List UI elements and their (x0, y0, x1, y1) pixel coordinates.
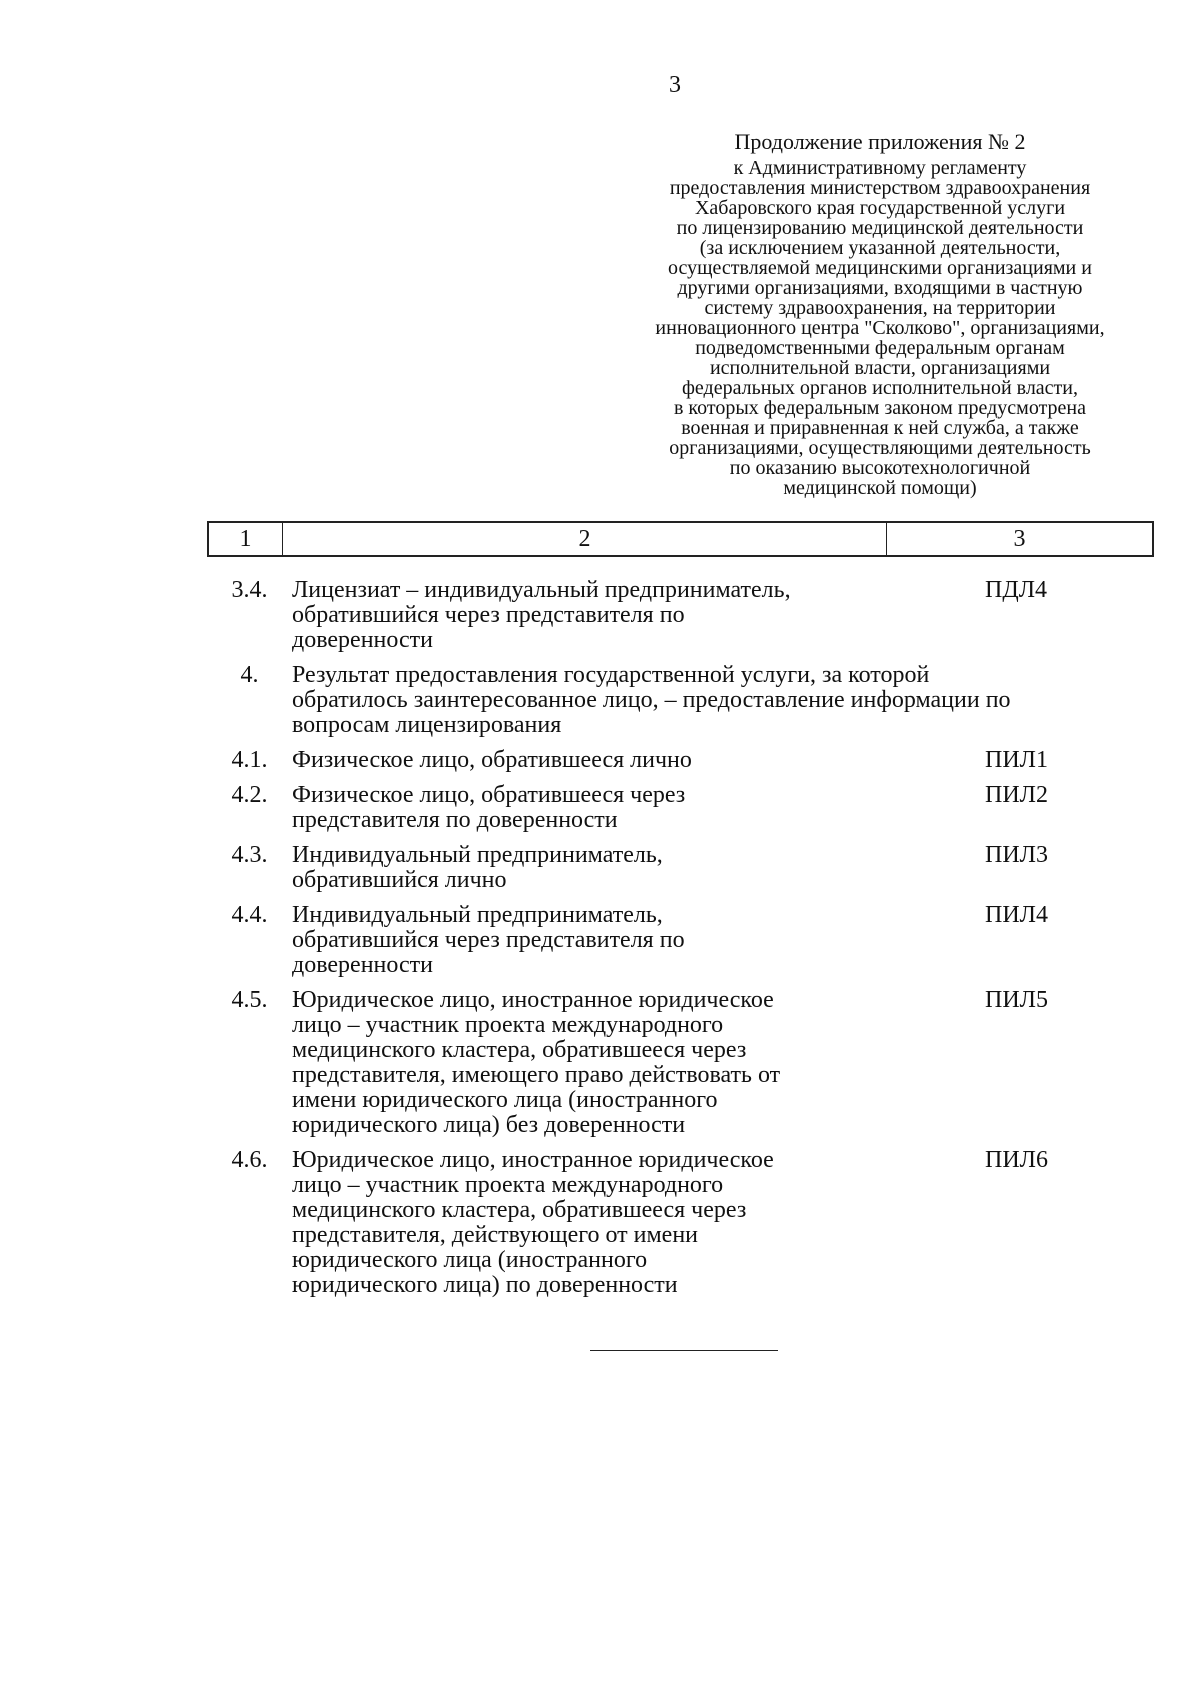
row-description (292, 843, 912, 893)
table-row (207, 663, 1167, 738)
appendix-line: подведомственными федеральным органам (695, 337, 1065, 359)
end-divider (590, 1350, 778, 1351)
row-description-line: лицо – участник проекта международного (292, 1172, 724, 1198)
column-2-number: 2 (283, 523, 887, 555)
row-description-line: представителя, действующего от имени (292, 1222, 699, 1248)
row-description-line: Физическое лицо, обратившееся через (292, 782, 686, 808)
appendix-line: систему здравоохранения, на территории (704, 297, 1056, 319)
table-row (207, 1148, 1167, 1298)
row-description-line: имени юридического лица (иностранного (292, 1087, 718, 1113)
appendix-line: в которых федеральным законом предусмотрена (673, 397, 1087, 419)
row-code: ПИЛ4 (985, 902, 1048, 928)
row-description-line: представителя, имеющего право действовать от (292, 1062, 781, 1088)
appendix-line: по лицензированию медицинской деятельности (676, 217, 1084, 239)
row-number: 4.6. (231, 1147, 268, 1173)
appendix-line: по оказанию высокотехнологичной (729, 457, 1031, 479)
row-description-line: юридического лица (иностранного (292, 1247, 648, 1273)
row-description (292, 578, 912, 653)
appendix-line: предоставления министерством здравоохранения (669, 177, 1091, 199)
row-code: ПДЛ4 (985, 577, 1047, 603)
table-row (207, 783, 1167, 833)
row-number: 4.1. (231, 747, 268, 773)
appendix-line: медицинской помощи) (783, 477, 977, 499)
row-description-line: представителя по доверенности (292, 807, 618, 833)
row-description (292, 783, 912, 833)
row-description-line: Индивидуальный предприниматель, (292, 842, 663, 868)
row-description-line: вопросам лицензирования (292, 712, 562, 738)
row-description-line: Юридическое лицо, иностранное юридическое (292, 987, 774, 1013)
row-description (292, 903, 912, 978)
table-row (207, 843, 1167, 893)
appendix-line: организациями, осуществляющими деятельность (669, 437, 1091, 459)
appendix-line: военная и приравненная к ней служба, а также (681, 417, 1079, 439)
row-number: 4.5. (231, 987, 268, 1013)
row-code: ПИЛ3 (985, 842, 1048, 868)
row-code: ПИЛ6 (985, 1147, 1048, 1173)
row-description-line: юридического лица) по доверенности (292, 1272, 678, 1298)
column-number-header (207, 521, 1154, 557)
row-description-line: медицинского кластера, обратившееся через (292, 1197, 747, 1223)
page-number: 3 (669, 72, 681, 98)
appendix-description (600, 158, 1160, 498)
row-description-line: юридического лица) без доверенности (292, 1112, 686, 1138)
row-description-line: обратившийся через представителя по (292, 927, 685, 953)
table-row (207, 578, 1167, 653)
row-description-line: медицинского кластера, обратившееся через (292, 1037, 747, 1063)
appendix-header (600, 128, 1160, 498)
row-number: 4.3. (231, 842, 268, 868)
table-row (207, 988, 1167, 1138)
row-description-line: Юридическое лицо, иностранное юридическое (292, 1147, 774, 1173)
row-number: 4.2. (231, 782, 268, 808)
row-description-line: Лицензиат – индивидуальный предприниматель, (292, 577, 791, 603)
appendix-line: инновационного центра "Сколково", организациями, (655, 317, 1105, 339)
row-number: 4.4. (231, 902, 268, 928)
row-description-line: обратившийся через представителя по (292, 602, 685, 628)
table-body (207, 568, 1167, 1298)
appendix-line: (за исключением указанной деятельности, (699, 237, 1061, 259)
appendix-line: к Административному регламенту (733, 157, 1027, 179)
row-description-line: лицо – участник проекта международного (292, 1012, 724, 1038)
row-description-line: доверенности (292, 627, 433, 653)
row-description-line: Результат предоставления государственной услуги, за которой (292, 662, 930, 688)
table-row (207, 903, 1167, 978)
row-description-line: доверенности (292, 952, 433, 978)
row-code: ПИЛ2 (985, 782, 1048, 808)
appendix-line: Хабаровского края государственной услуги (694, 197, 1066, 219)
row-code: ПИЛ1 (985, 747, 1048, 773)
row-description-line: обратилось заинтересованное лицо, – предоставление информации по (292, 687, 1011, 713)
appendix-title: Продолжение приложения № 2 (734, 129, 1026, 154)
row-description-line: обратившийся лично (292, 867, 507, 893)
row-description (292, 1148, 912, 1298)
row-code: ПИЛ5 (985, 987, 1048, 1013)
row-description (292, 663, 1162, 738)
appendix-line: федеральных органов исполнительной власти, (681, 377, 1079, 399)
row-description-line: Физическое лицо, обратившееся лично (292, 747, 692, 773)
row-description (292, 748, 912, 773)
row-description (292, 988, 912, 1138)
row-number: 3.4. (231, 577, 268, 603)
appendix-line: исполнительной власти, организациями (709, 357, 1051, 379)
appendix-line: осуществляемой медицинскими организациями и (668, 257, 1092, 279)
table-row (207, 748, 1167, 773)
row-number: 4. (240, 662, 259, 688)
column-1-number: 1 (209, 523, 283, 555)
appendix-line: другими организациями, входящими в частную (677, 277, 1083, 299)
row-description-line: Индивидуальный предприниматель, (292, 902, 663, 928)
column-3-number: 3 (1013, 525, 1026, 552)
